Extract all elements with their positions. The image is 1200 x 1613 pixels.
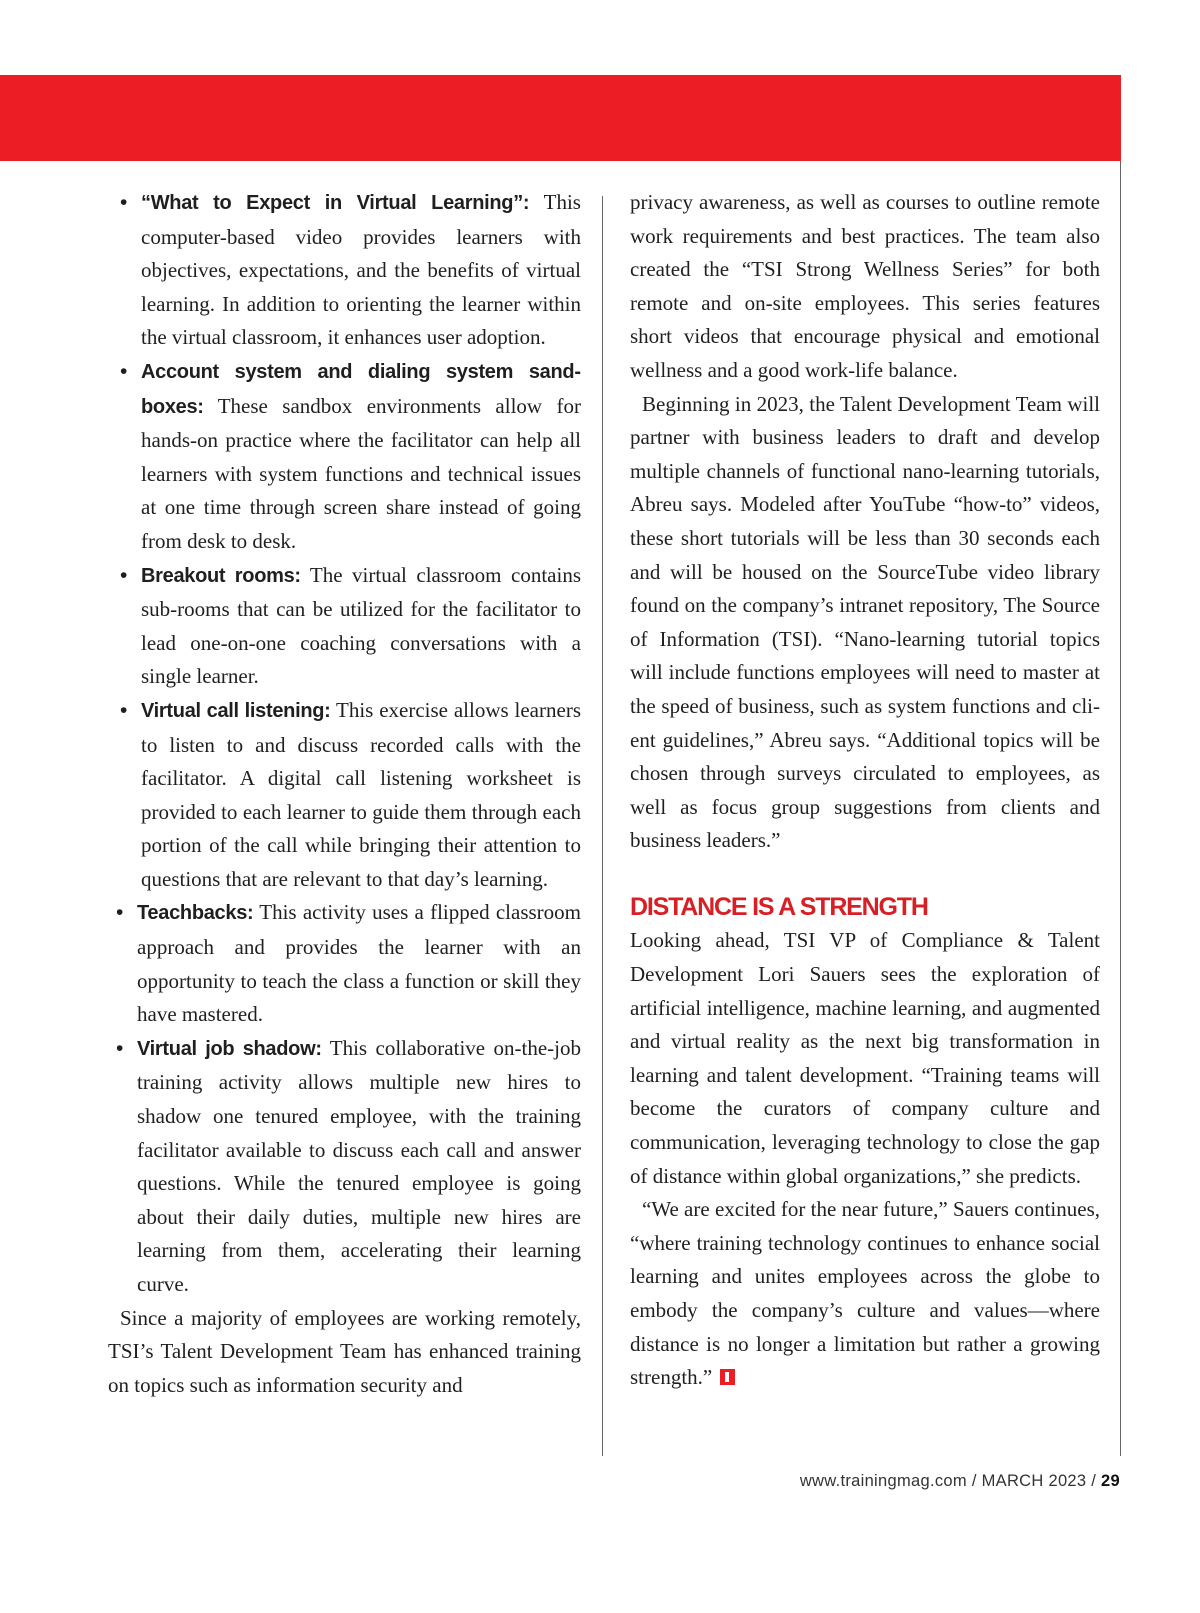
footer-site-link[interactable]: www.trainingmag.com — [799, 1472, 967, 1490]
body-paragraph: privacy awareness, as well as courses to outline remote work requirements and best practices. The team also created the “TSI Strong Wellness Series” for both remote and on-site employees. This series features short videos that encourage physical and emotional wellness and a good work-life balance. — [630, 190, 1100, 382]
bullet-lead: Breakout rooms: — [141, 564, 301, 587]
body-paragraph: Beginning in 2023, the Talent Development Team will partner with business leaders to draft and develop multiple channels of functional nano-learning tutorials, Abreu says. Modeled after YouTube “how-to” videos, these short tutorials will be less than 30 seconds each and will be housed on the SourceTube video library found on the company’s intranet repository, The Source of Information (TSI). “Nano-learning tutorial topics will include functions employees will need to master at the speed of business, such as system functions and client guidelines,” Abreu says. “Additional topics will be chosen through surveys circulated to employees, as well as focus group suggestions from clients and business leaders.” — [630, 391, 1100, 853]
right-column — [630, 186, 1100, 1395]
bullet-text: The virtual classroom contains sub-rooms that can be utilized for the facilitator to lead one-on-one coaching conversations with a single learner. — [141, 562, 581, 689]
bullet-text: This exercise allows learners to listen to and discuss recorded calls with the facilitator. A digital call listening worksheet is provided to each learner to guide them through each portion of the call while bringing their attention to questions that are relevant to that day’s learning. — [141, 697, 581, 891]
bullet-list — [108, 186, 581, 1302]
body-paragraph: Looking ahead, TSI VP of Compliance & Talent Development Lori Sauers sees the exploration of artificial intelligence, machine learning, and augmented and virtual reality as the next big transformation in learning and talent development. “Training teams will become the curators of company culture and communication, leveraging technology to close the gap of distance within global organizations,” she predicts. — [630, 928, 1100, 1188]
column-divider — [602, 196, 603, 1456]
end-mark-icon — [720, 1369, 735, 1385]
list-item — [108, 355, 581, 559]
footer-issue: MARCH 2023 — [981, 1472, 1087, 1490]
list-item — [108, 896, 581, 1031]
closing-text: “We are excited for the near future,” Sauers continues, “where training technology continues to enhance social learning and unites employees across the globe to embody the company’s culture and values—where distance is no longer a limitation but rather a growing strength.” — [630, 1197, 1100, 1390]
footer-separator: / — [1086, 1472, 1102, 1490]
bullet-text: This computer-based video provides learners with objectives, expectations, and the benefits of virtual learning. In addition to orienting the learner within the virtual classroom, it enhances user adoption. — [141, 190, 581, 350]
footer-separator: / — [966, 1472, 982, 1490]
page-number: 29 — [1101, 1472, 1120, 1490]
page-footer — [700, 1472, 1120, 1491]
list-item — [108, 694, 581, 897]
left-column — [108, 186, 581, 1402]
right-margin-rule — [1120, 161, 1121, 1456]
bullet-text: This activity uses a flipped classroom approach and provides the learner with an opportunity to teach the class a function or skill they have mastered. — [137, 900, 581, 1027]
section-heading: DISTANCE IS A STRENGTH — [630, 892, 928, 921]
bullet-text: These sandbox environments allow for hands-on practice where the facilitator can help all learners with system functions and technical issues at one time through screen share instead of going from desk to desk. — [141, 393, 581, 553]
bullet-lead: Virtual call listening: — [141, 699, 331, 722]
body-paragraph — [630, 1193, 1100, 1395]
body-paragraph: Since a majority of employees are working remotely, TSI’s Talent Development Team has enhanced training on topics such as information security and — [108, 1305, 581, 1397]
list-item — [108, 1032, 581, 1302]
list-item — [108, 559, 581, 694]
list-item — [108, 186, 581, 355]
bullet-lead: Account system and dialing system sandboxes: — [141, 360, 581, 418]
bullet-text: This collaborative on-the-job training activity allows multiple new hires to shadow one tenured employee, with the training facilitator available to discuss each call and answer questions. While the tenured employee is going about their daily duties, multiple new hires are learning from them, accelerating their learning curve. — [137, 1035, 581, 1296]
bullet-lead: “What to Expect in Virtual Learning”: — [141, 192, 530, 214]
bullet-lead: Virtual job shadow: — [137, 1037, 322, 1060]
header-red-band — [0, 75, 1121, 161]
bullet-lead: Teachbacks: — [137, 902, 254, 925]
